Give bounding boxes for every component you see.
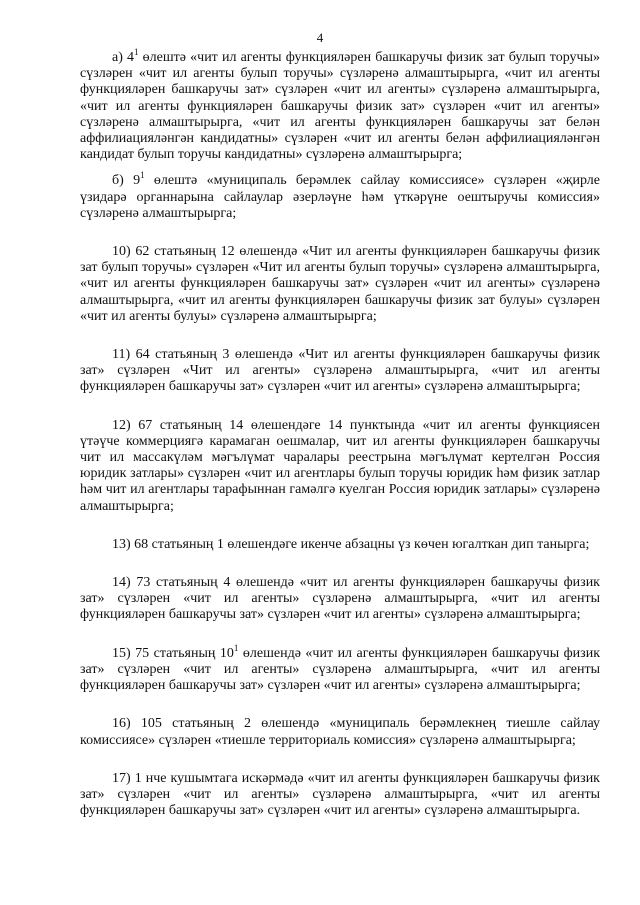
paragraph-12: 12) 67 статьяның 14 өлешендәге 14 пунктында «чит ил агенты функциясен үтәүче коммерциягә карамаган оешмалар, чит ил агенты функцияләрен башкаручы чит ил массакүләм мәгълүмат чаралары реестрына мәгълүмат кертелгән Россия юридик затлары» сүзләрен «чит ил агентлары булып торучы юридик һәм физик затлар һәм чит ил агентлары тарафыннан гамәлгә куелган Россия юридик затлары» сүзләренә алмаштырырга;: [80, 417, 600, 514]
paragraph-a: а) $4^1$ өлештә «чит ил агенты функцияләрен башкаручы физик зат булып торучы» сүзләрен «чит ил агенты булып торучы» сүзләренә алмаштырырга, «чит ил агенты функцияләрен башкаручы зат» сүзләрен «чит ил агенты» сүзләренә алмаштырырга, «чит ил агенты функцияләрен башкаручы физик зат» сүзләрен «чит ил агенты» сүзләренә алмаштырырга, «чит ил агенты функцияләрен башкаручы зат белән аффилиацияләнгән кандидатны» сүзләрен «чит ил агенты белән аффилиацияләнгән кандидат булып торучы кандидатны» сүзләренә алмаштырырга;: [80, 47, 600, 163]
page-number: 4: [316, 30, 324, 45]
paragraph-14: 14) 73 статьяның 4 өлешендә «чит ил агенты функцияләрен башкаручы физик зат» сүзләрен «чит ил агенты» сүзләренә алмаштырырга, «чит ил агенты функцияләрен башкаручы зат» сүзләрен «чит ил агенты» сүзләренә алмаштырырга;: [80, 575, 600, 623]
paragraph-10: 10) 62 статьяның 12 өлешендә «Чит ил агенты функцияләрен башкаручы физик зат булып торучы» сүзләрен «Чит ил агенты булып торучы» сүзләренә алмаштырырга, «чит ил агенты функцияләрен башкаручы зат» сүзләрен «чит ил агенты» сүзләренә алмаштырырга, «чит ил агенты функцияләрен башкаручы физик зат булуы» сүзләрен «чит ил агенты булуы» сүзләренә алмаштырырга;: [80, 244, 600, 324]
document-body: [80, 47, 600, 829]
paragraph-b: б) $9^1$ өлештә «муниципаль берәмлек сайлау комиссиясе» сүзләрен «җирле үзидарә органнарына сайлаулар әзерләүне һәм үткәрүне оештыручы комиссия» сүзләренә алмаштырырга;: [80, 170, 600, 221]
paragraph-13: 13) 68 статьяның 1 өлешендәге икенче абзацны үз көчен югалткан дип танырга;: [112, 536, 590, 552]
paragraph-11: 11) 64 статьяның 3 өлешендә «Чит ил агенты функцияләрен башкаручы физик зат» сүзләрен «Чит ил агенты» сүзләренә алмаштырырга, «чит ил агенты функцияләрен башкаручы зат» сүзләрен «чит ил агенты» сүзләренә алмаштырырга;: [80, 347, 600, 395]
paragraph-17: 17) 1 нче кушымтага искәрмәдә «чит ил агенты функцияләрен башкаручы физик зат» сүзләрен «чит ил агенты» сүзләренә алмаштырырга, «чит ил агенты функцияләрен башкаручы зат» сүзләрен «чит ил агенты» сүзләренә алмаштырырга.: [80, 770, 600, 819]
paragraph-16: 16) 105 статьяның 2 өлешендә «муниципаль берәмлекнең тиешле сайлау комиссиясе» сүзләрен «тиешле территориаль комиссия» сүзләренә алмаштырырга;: [80, 716, 600, 748]
paragraph-15: 15) 75 статьяның $10^1$ өлешендә «чит ил агенты функцияләрен башкаручы физик зат» сүзләрен «чит ил агенты» сүзләренә алмаштырырга, «чит ил агенты функцияләрен башкаручы зат» сүзләрен «чит ил агенты» сүзләренә алмаштырырга;: [80, 642, 600, 694]
